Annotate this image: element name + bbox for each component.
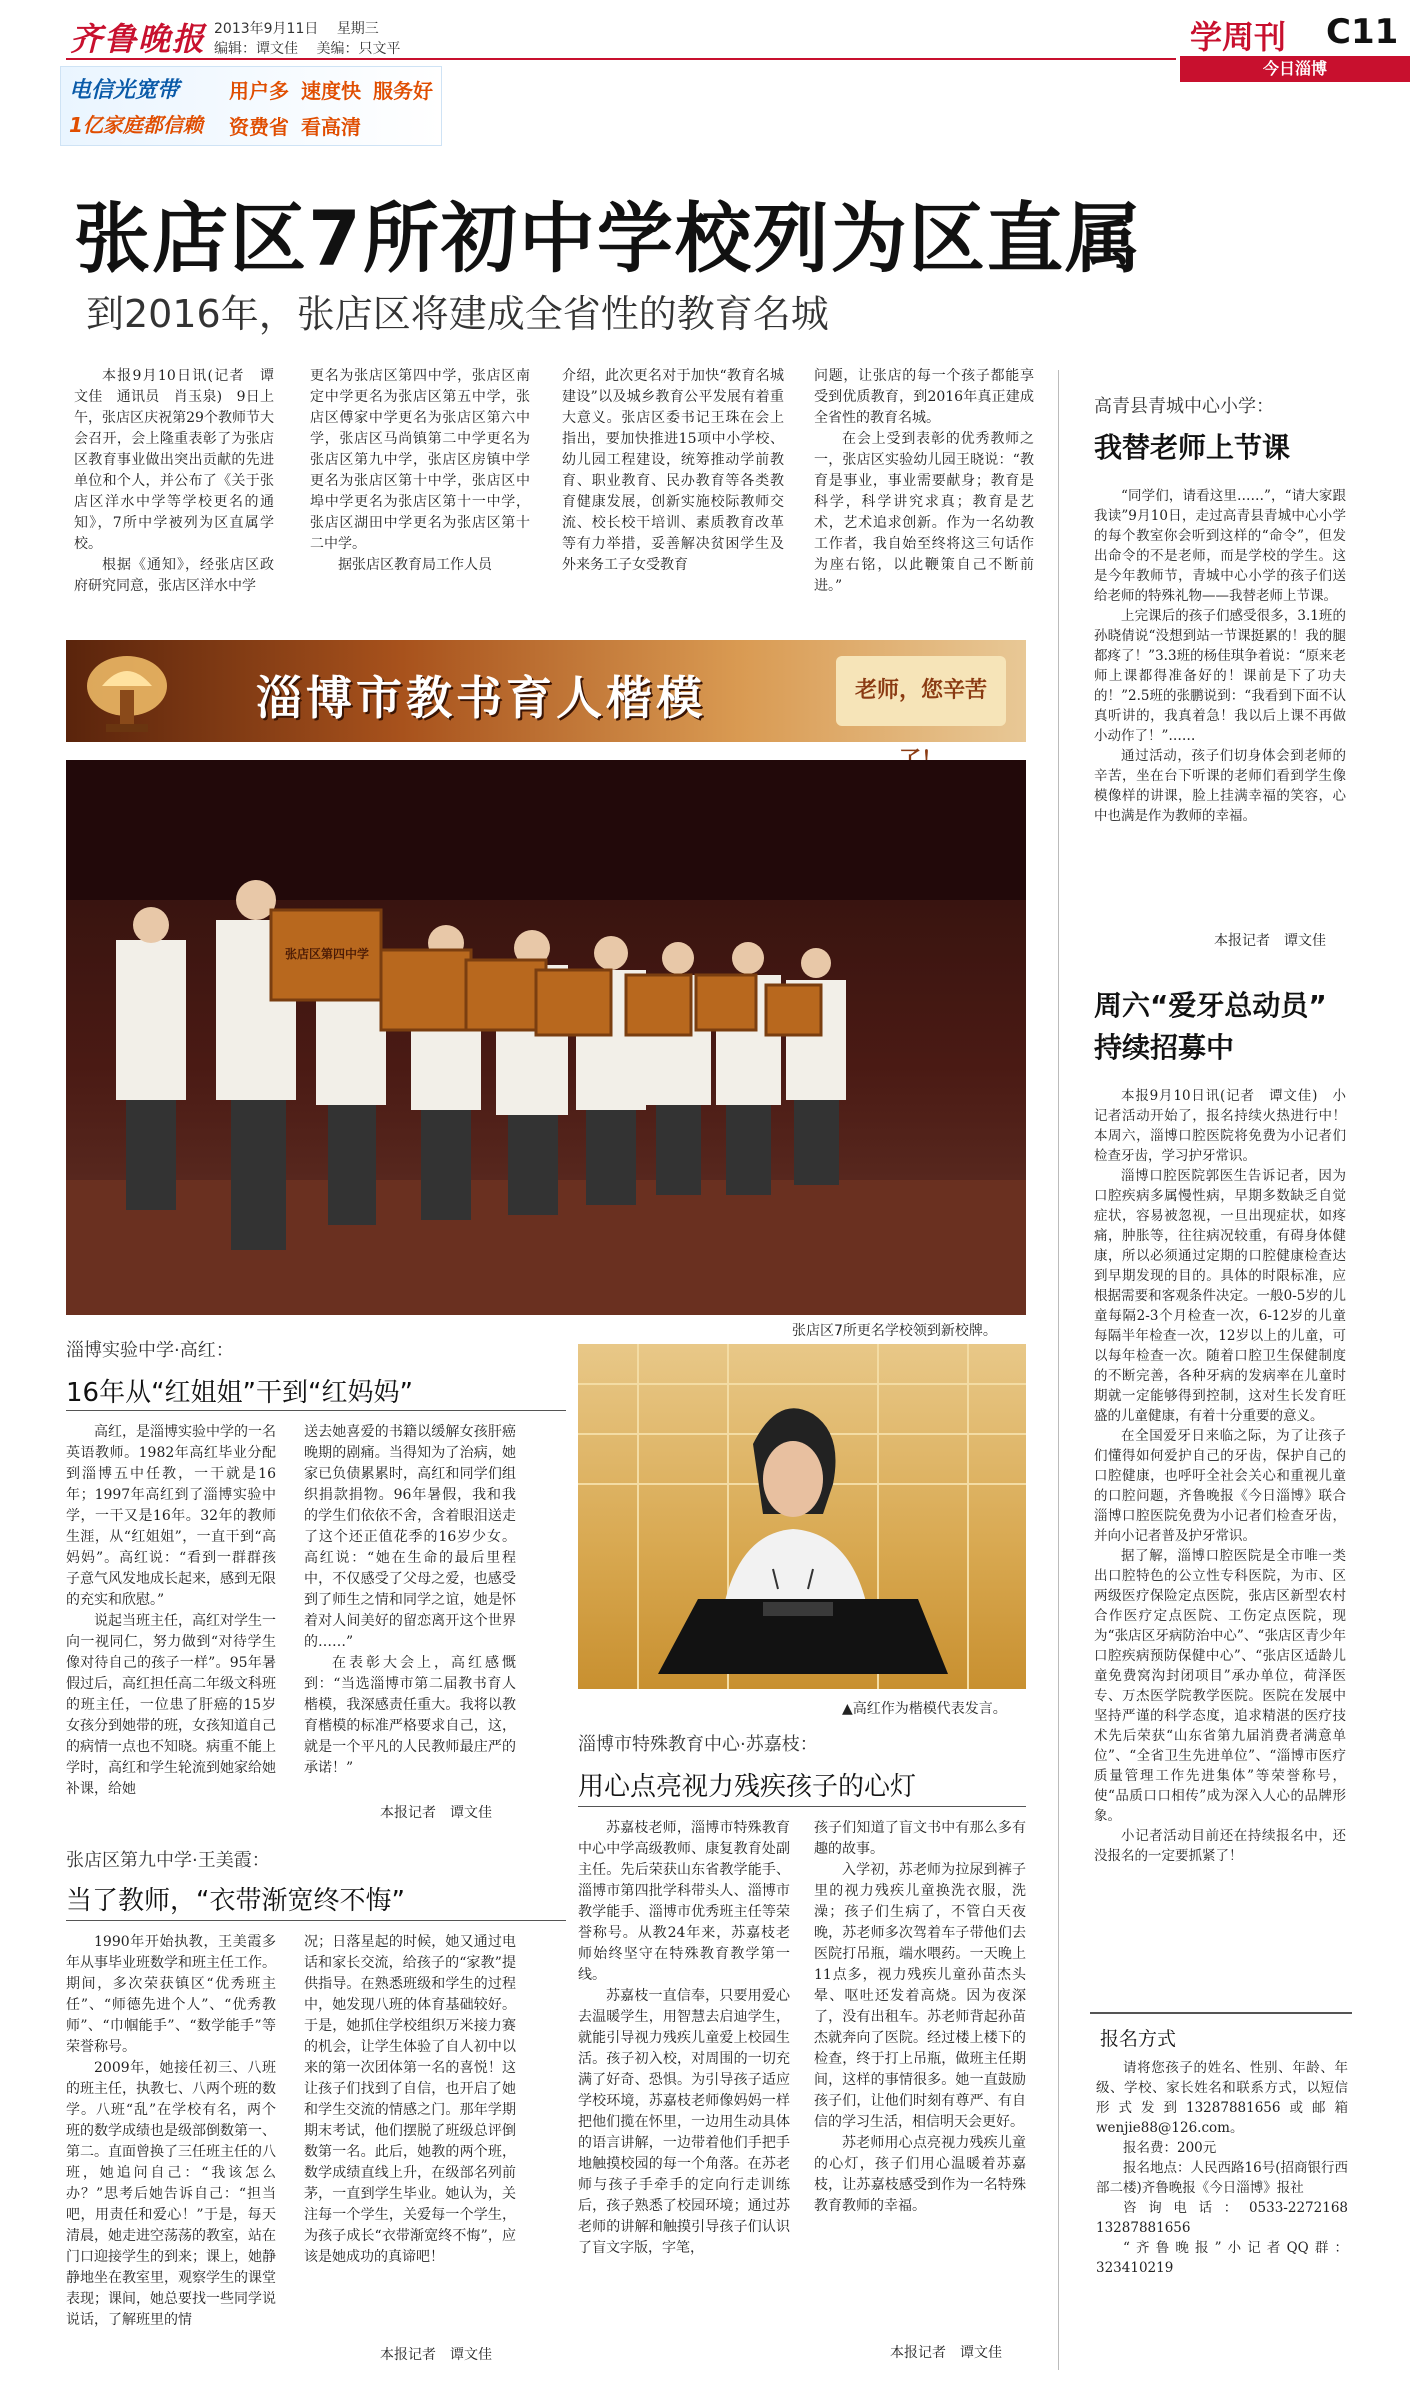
section-title: 学周刊 — [1190, 18, 1287, 56]
paragraph: 本报9月10日讯(记者 谭文佳) 小记者活动开始了，报名持续火热进行中！本周六，淄博口腔医院将免费为小记者们检查牙齿，学习护牙常识。 — [1094, 1088, 1346, 1164]
speaker-scene — [578, 1344, 1026, 1689]
masthead — [0, 0, 1409, 148]
wang-kicker: 张店区第九中学·王美霞： — [66, 1850, 270, 1871]
wang-col-2 — [304, 1932, 516, 2340]
gao-col-1 — [66, 1422, 276, 1822]
paragraph: 请将您孩子的姓名、性别、年龄、年级、学校、家长姓名和联系方式，以短信形式发到13287881656或邮箱wenjie88@126.com。 — [1096, 2060, 1348, 2136]
paragraph: 1990年开始执教，王美霞多年从事毕业班数学和班主任工作。期间，多次荣获镇区“优秀班主任”、“师德先进个人”、“优秀教师”、“巾帼能手”、“数学能手”等荣誉称号。 — [66, 1934, 276, 2055]
right-story1-headline: 我替老师上节课 — [1094, 431, 1291, 464]
wang-byline: 本报记者 谭文佳 — [380, 2347, 492, 2363]
plaque-text: 张店区第四中学 — [284, 947, 369, 961]
header-rule — [66, 58, 1176, 60]
gao-headline: 16年从“红姐姐”干到“红妈妈” — [66, 1378, 413, 1408]
paragraph: 更名为张店区第四中学，张店区南定中学更名为张店区第五中学，张店区傅家中学更名为张店区第六中学，张店区马尚镇第二中学更名为张店区第九中学，张店区房镇中学更名为张店区第十中学，张店区中埠中学更名为张店区第十一中学，张店区湖田中学更名为张店区第十二中学。 — [310, 368, 530, 552]
su-kicker: 淄博市特殊教育中心·苏嘉枝： — [578, 1734, 818, 1755]
banner — [66, 640, 1026, 742]
signup-title: 报名方式 — [1100, 2028, 1177, 2050]
right-story2-headline-2: 持续招募中 — [1094, 1031, 1235, 1064]
gao-kicker: 淄博实验中学·高红： — [66, 1340, 234, 1361]
gao-rule — [66, 1410, 566, 1411]
main-col-1 — [74, 366, 274, 596]
paragraph: 报名费：200元 — [1123, 2140, 1217, 2156]
paragraph: 说起当班主任，高红对学生一向一视同仁，努力做到“对待学生像对待自己的孩子一样”。95年暑假过后，高红担任高二年级文科班的班主任，一位患了肝癌的15岁女孩分到她带的班，女孩知道自己的病情一点也不知晓。病重不能上学时，高红和学生轮流到她家给她补课，给她 — [66, 1613, 276, 1797]
gao-col-2 — [304, 1422, 516, 1800]
paragraph: 介绍，此次更名对于加快“教育名城建设”以及城乡教育公平发展有着重大意义。张店区委书记王珠在会上指出，要加快推进15项中小学校、幼儿园工程建设，统筹推动学前教育、职业教育、民办教育等各类教育健康发展，创新实施校际教师交流、校长校干培训、素质教育改革等有力举措，妥善解决贫困学生及外来务工子女受教育 — [562, 368, 784, 573]
paragraph: 苏嘉枝一直信奉，只要用爱心去温暖学生，用智慧去启迪学生，就能引导视力残疾儿童爱上校园生活。孩子初入校，对周围的一切充满了好奇、恐惧。为引导孩子适应学校环境，苏嘉枝老师像妈妈一样把他们揽在怀里，一边用生动具体的语言讲解，一边带着他们手把手地触摸校园的每一个角落。在苏老师与孩子手牵手的定向行走训练后，孩子熟悉了校园环境；通过苏老师的讲解和触摸引导孩子们认识了盲文字版，字笔， — [578, 1988, 790, 2256]
paragraph: 通过活动，孩子们切身体会到老师的辛苦，坐在台下听课的老师们看到学生像模像样的讲课，脸上挂满幸福的笑容，心中也满是作为教师的幸福。 — [1094, 748, 1346, 824]
paragraph: 孩子们知道了盲文书中有那么多有趣的故事。 — [814, 1820, 1026, 1857]
paragraph: 本报9月10日讯(记者 谭文佳 通讯员 肖玉泉) 9日上午，张店区庆祝第29个教师节大会召开，会上隆重表彰了为张店区教育事业做出突出贡献的先进单位和个人，并公布了《关于张店区洋水中学等学校更名的通知》，7所中学被列为区直属学校。 — [74, 368, 274, 552]
page-number: C11 — [1326, 12, 1399, 52]
paragraph: 苏嘉枝老师，淄博市特殊教育中心中学高级教师、康复教育处副主任。先后荣获山东省教学能手、淄博市第四批学科带头人、淄博市教学能手、淄博市优秀班主任等荣誉称号。从教24年来，苏嘉枝老师始终坚守在特殊教育教学第一线。 — [578, 1820, 790, 1983]
photo2-caption: ▲高红作为楷模代表发言。 — [842, 1701, 1007, 1717]
signup-body — [1096, 2058, 1362, 2363]
weekday-text: 星期三 — [336, 21, 379, 37]
paragraph: 据了解，淄博口腔医院是全市唯一类出口腔特色的公立性专科医院，为市、区两级医疗保险定点医院，张店区新型农村合作医疗定点医院、工伤定点医院，现为“张店区牙病防治中心”、“张店区青少年口腔疾病预防保健中心”、“张店区适龄儿童免费窝沟封闭项目”承办单位，荷泽医专、万杰医学院教学医院。医院在发展中坚持严谨的科学态度，追求精湛的医疗技术先后荣获“山东省第九届消费者满意单位”、“全省卫生先进单位”、“淄博市医疗质量管理工作先进集体”等荣誉称号，使“品质口口相传”成为深入人心的品牌形象。 — [1094, 1548, 1346, 1824]
su-byline: 本报记者 谭文佳 — [890, 2345, 1002, 2361]
paragraph: 据张店区教育局工作人员 — [338, 557, 492, 573]
photo1-caption: 张店区7所更名学校领到新校牌。 — [792, 1323, 997, 1339]
right-column-divider — [1058, 370, 1059, 2370]
right-story1-byline: 本报记者 谭文佳 — [1214, 933, 1326, 949]
right-story1-kicker: 高青县青城中心小学： — [1094, 396, 1274, 417]
paragraph: 2009年，她接任初三、八班的班主任，执教七、八两个班的数学。八班“乱”在学校有名，两个班的数学成绩也是级部倒数第一、第二。直面曾换了三任班主任的八班，她追问自己：“我该怎么办？”思考后她告诉自己：“担当吧，用责任和爱心！”于是，每天清晨，她走进空荡荡的教室，站在门口迎接学生的到来；课上，她静静地坐在教室里，观察学生的课堂表现；课间，她总要找一些同学说说话，了解班里的情 — [66, 2060, 276, 2328]
paragraph: 高红，是淄博实验中学的一名英语教师。1982年高红毕业分配到淄博五中任教，一干就是16年；1997年高红到了淄博实验中学，一干又是16年。32年的教师生涯，从“红姐姐”，一直干到“高妈妈”。高红说：“看到一群群孩子意气风发地成长起来，感到无限的充实和欣慰。” — [66, 1424, 276, 1608]
paragraph: 况；日落星起的时候，她又通过电话和家长交流，给孩子的“家教”提供指导。在熟悉班级和学生的过程中，她发现八班的体育基础较好。于是，她抓住学校组织万米接力赛的机会，让学生体验了自人初中以来的第一次团体第一名的喜悦！这让孩子们找到了自信，也开启了她和学生交流的情感之门。那年学期期末考试，他们摆脱了班级总评倒数第一名。此后，她教的两个班，数学成绩直线上升，在级部名列前茅，一直到学生毕业。她认为，关注每一个学生，关爱每一个学生，为孩子成长“衣带渐宽终不悔”，应该是她成功的真谛吧！ — [304, 1934, 516, 2265]
main-col-3 — [562, 366, 784, 596]
paragraph: 淄博口腔医院郭医生告诉记者，因为口腔疾病多属慢性病，早期多数缺乏自觉症状，容易被忽视，一旦出现症状，如疼痛，肿胀等，往往病况较重，有碍身体健康，所以必须通过定期的口腔健康检查达到早期发现的目的。具体的时限标准，应根据需要和客观条件决定。一般0-5岁的儿童每隔2-3个月检查一次，6-12岁的儿童每隔半年检查一次，12岁以上的儿童，可以每年检查一次。随着口腔卫生保健制度的不断完善，各种牙病的发病率在儿童时期就一定能够得到控制，这对生长发育旺盛的儿童健康，有着十分重要的意义。 — [1094, 1168, 1346, 1424]
banner-side-text: 老师，您辛苦 — [836, 656, 1006, 726]
editor-text: 编辑：谭文佳 — [214, 41, 298, 57]
paragraph: 在会上受到表彰的优秀教师之一，张店区实验幼儿园王晓说：“教育是事业，事业需要献身；教育是科学，科学讲究求真；教育是艺术，艺术追求创新。作为一名幼教工作者，我自始至终将这三句话作为座右铭，以此鞭策自己不断前进。” — [814, 431, 1034, 594]
paragraph: “齐鲁晚报”小记者QQ群：323410219 — [1096, 2240, 1348, 2276]
ceremony-scene — [66, 760, 1026, 1315]
signup-box — [1090, 2012, 1362, 2369]
wang-rule — [66, 1920, 566, 1921]
paragraph: 在表彰大会上，高红感慨到：“当选淄博市第二届教书育人楷模，我深感责任重大。我将以教育楷模的标准严格要求自己，这，就是一个平凡的人民教师最庄严的承诺！” — [304, 1655, 516, 1776]
main-col-2 — [310, 366, 530, 596]
paper-name: 齐鲁晚报 — [70, 20, 207, 58]
right-story2-headline-1: 周六“爱牙总动员” — [1094, 989, 1327, 1022]
paragraph: 送去她喜爱的书籍以缓解女孩肝癌晚期的剧痛。当得知为了治病，她家已负债累累时，高红和同学们组织捐款捐物。96年暑假，我和我的学生们依依不舍，含着眼泪送走了这个还正值花季的16岁少女。高红说：“她在生命的最后里程中，不仅感受了父母之爱，也感受到了师生之情和同学之谊，她是怀着对人间美好的留恋离开这个世界的……” — [304, 1424, 516, 1650]
paragraph: 在全国爱牙日来临之际，为了让孩子们懂得如何爱护自己的牙齿，保护自己的口腔健康，也呼吁全社会关心和重视儿童的口腔问题，齐鲁晚报《今日淄博》联合淄博口腔医院免费为小记者们检查牙齿，并向小记者普及护牙常识。 — [1094, 1428, 1346, 1544]
ad-brand-1: 电信光宽带 — [69, 78, 180, 103]
ad-cell-1: 用户多 — [229, 79, 289, 103]
paragraph: 咨询电话：0533-2272168 13287881656 — [1096, 2200, 1362, 2236]
wang-headline: 当了教师，“衣带渐宽终不悔” — [66, 1886, 405, 1916]
paragraph: 根据《通知》，经张店区政府研究同意，张店区洋水中学 — [74, 557, 274, 594]
gao-byline: 本报记者 谭文佳 — [380, 1805, 492, 1821]
paragraph: 上完课后的孩子们感受很多，3.1班的孙晓倩说“没想到站一节课挺累的！我的腿都疼了！”3.3班的杨佳琪争着说：“原来老师上课都得准备好的！课前是下了功夫的！”2.5班的张鹏说到：“我看到下面不认真听讲的，我真着急！我以后上课不再做小动作了！”…… — [1094, 608, 1346, 744]
issue-date — [214, 18, 379, 38]
ad-cell-3: 服务好 — [373, 79, 433, 103]
paragraph: 问题，让张店的每一个孩子都能享受到优质教育，到2016年真正建成全省性的教育名城。 — [814, 368, 1034, 426]
main-headline: 张店区7所初中学校列为区直属 — [74, 194, 1143, 283]
su-rule — [578, 1806, 1026, 1807]
paragraph: 报名地点：人民西路16号(招商银行西部二楼)齐鲁晚报《今日淄博》报社 — [1096, 2160, 1348, 2196]
paragraph: “同学们，请看这里……”，“请大家跟我读”9月10日，走过高青县青城中心小学的每个教室你会听到这样的“命令”，但发出命令的不是老师，而是学校的学生。这是今年教师节，青城中心小学的孩子们送给老师的特殊礼物——我替老师上节课。 — [1094, 488, 1346, 604]
banner-title: 淄博市教书育人楷模 — [256, 671, 706, 725]
su-col-1 — [578, 1818, 790, 2336]
right-story1-body — [1094, 486, 1346, 926]
date-text: 2013年9月11日 — [214, 21, 319, 37]
ad-cell-4: 资费省 — [229, 115, 289, 139]
paragraph: 苏老师用心点亮视力残疾儿童的心灯，孩子们用心温暖着苏嘉枝，让苏嘉枝感受到作为一名特殊教育教师的幸福。 — [814, 2135, 1026, 2214]
paragraph: 入学初，苏老师为拉尿到裤子里的视力残疾儿童换洗衣服，洗澡；孩子们生病了，不管白天夜晚，苏老师多次驾着车子带他们去医院打吊瓶，端水喂药。一天晚上11点多，视力残疾儿童孙苗杰头晕、呕吐还发着高烧。因为夜深了，没有出租车。苏老师背起孙苗杰就奔向了医院。经过楼上楼下的检查，终于打上吊瓶，做班主任期间，这样的事情很多。她一直鼓励孩子们，让他们时刻有尊严、有自信的学习生活，相信明天会更好。 — [814, 1862, 1026, 2130]
lamp-icon — [72, 646, 182, 738]
speaker-photo — [578, 1344, 1026, 1689]
paragraph: 小记者活动目前还在持续报名中，还没报名的一定要抓紧了！ — [1094, 1828, 1346, 1864]
main-col-4 — [814, 366, 1034, 596]
right-story2-body — [1094, 1086, 1346, 2004]
su-col-2 — [814, 1818, 1026, 2318]
editor-line — [214, 38, 400, 58]
art-editor-text: 美编：只文平 — [316, 41, 401, 57]
main-subheadline: 到2016年，张店区将建成全省性的教育名城 — [86, 292, 829, 336]
su-headline: 用心点亮视力残疾孩子的心灯 — [578, 1772, 917, 1802]
telecom-ad — [60, 66, 442, 146]
ad-cell-2: 速度快 — [301, 79, 361, 103]
wang-col-1 — [66, 1932, 276, 2372]
ad-brand-2: 1亿家庭都信赖 — [69, 113, 203, 137]
edition-label: 今日淄博 — [1180, 56, 1410, 82]
ad-cell-5: 看高清 — [301, 115, 361, 139]
ceremony-photo — [66, 760, 1026, 1315]
